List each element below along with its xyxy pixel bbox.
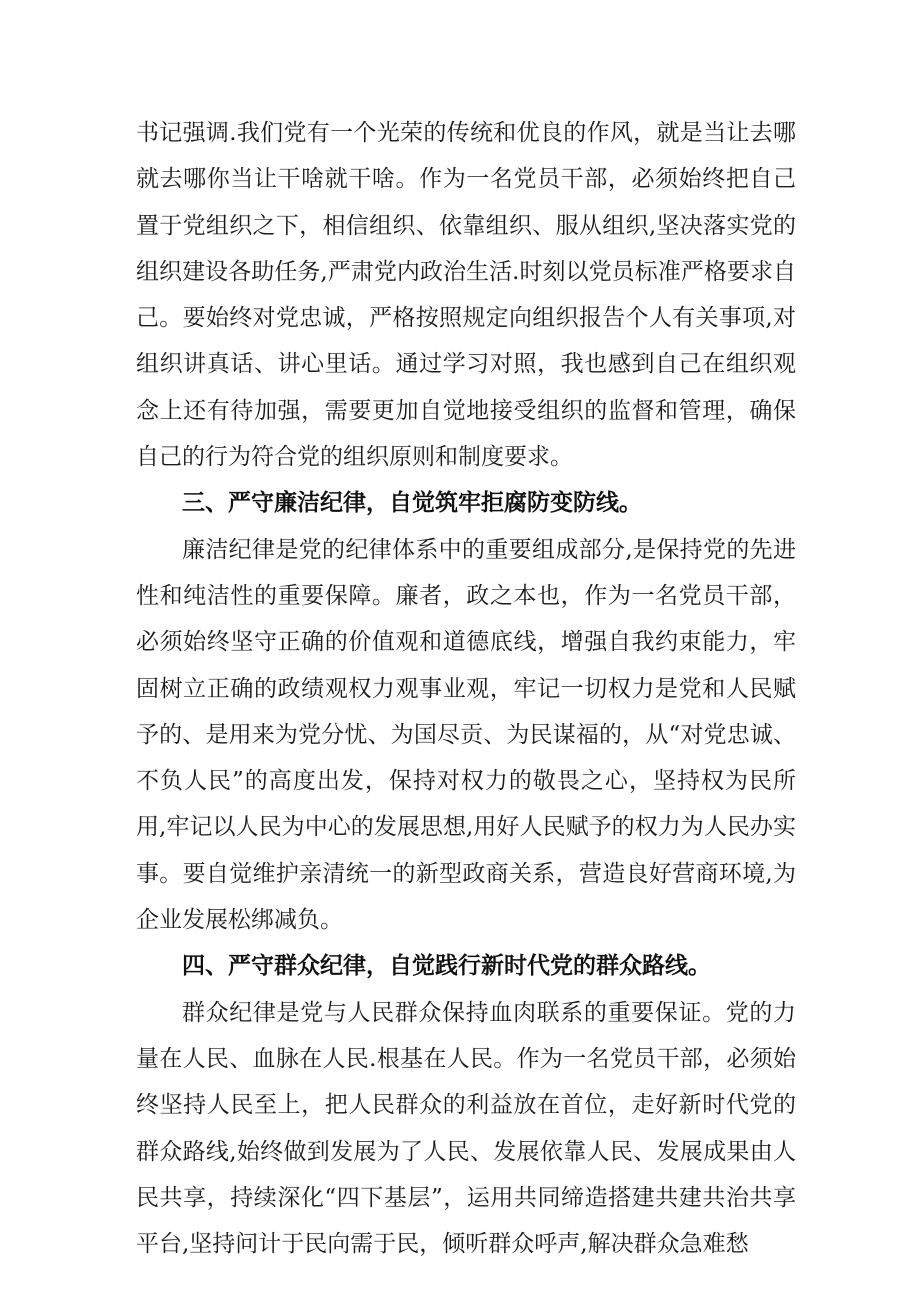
document-body (136, 110, 796, 1267)
section-heading-mass-discipline: 四、严守群众纪律，自觉践行新时代党的群众路线。 (182, 953, 711, 980)
paragraph-organization-discipline: 书记强调.我们党有一个光荣的传统和优良的作风，就是当让去哪就去哪你当让干啥就干啥。作为一名党员干部，必须始终把自己置于党组织之下，相信组织、依靠组织、服从组织,坚决落实党的组织建设各助任务,严肃党内政治生活.时刻以党员标准严格要求自己。要始终对党忠诚，严格按照规定向组织报告个人有关事项,对组织讲真话、讲心里话。通过学习对照，我也感到自己在组织观念上还有待加强，需要更加自觉地接受组织的监督和管理，确保自己的行为符合党的组织原则和制度要求。 (136, 120, 796, 471)
paragraph-integrity-discipline: 廉洁纪律是党的纪律体系中的重要组成部分,是保持党的先进性和纯洁性的重要保障。廉者，政之本也，作为一名党员干部，必须始终坚守正确的价值观和道德底线，增强自我约束能力，牢固树立正确的政绩观权力观事业观，牢记一切权力是党和人民赋予的、是用来为党分忧、为国尽贡、为民谋福的，从“对党忠诚、不负人民”的高度出发，保持对权力的敬畏之心，坚持权为民所用,牢记以人民为中心的发展思想,用好人民赋予的权力为人民办实事。要自觉维护亲清统一的新型政商关系，营造良好营商环境,为企业发展松绑减负。 (136, 536, 796, 934)
section-heading-integrity-discipline: 三、严守廉洁纪律，自觉筑牢拒腐防变防线。 (182, 490, 642, 517)
paragraph-mass-discipline: 群众纪律是党与人民群众保持血肉联系的重要保证。党的力量在人民、血脉在人民.根基在人民。作为一名党员干部，必须始终坚持人民至上，把人民群众的利益放在首位，走好新时代党的群众路线,始终做到发展为了人民、发展依靠人民、发展成果由人民共享，持续深化“四下基层”，运用共同缔造搭建共建共治共享平台,坚持问计于民向需于民，倾听群众呼声,解决群众急难愁 (136, 999, 796, 1258)
